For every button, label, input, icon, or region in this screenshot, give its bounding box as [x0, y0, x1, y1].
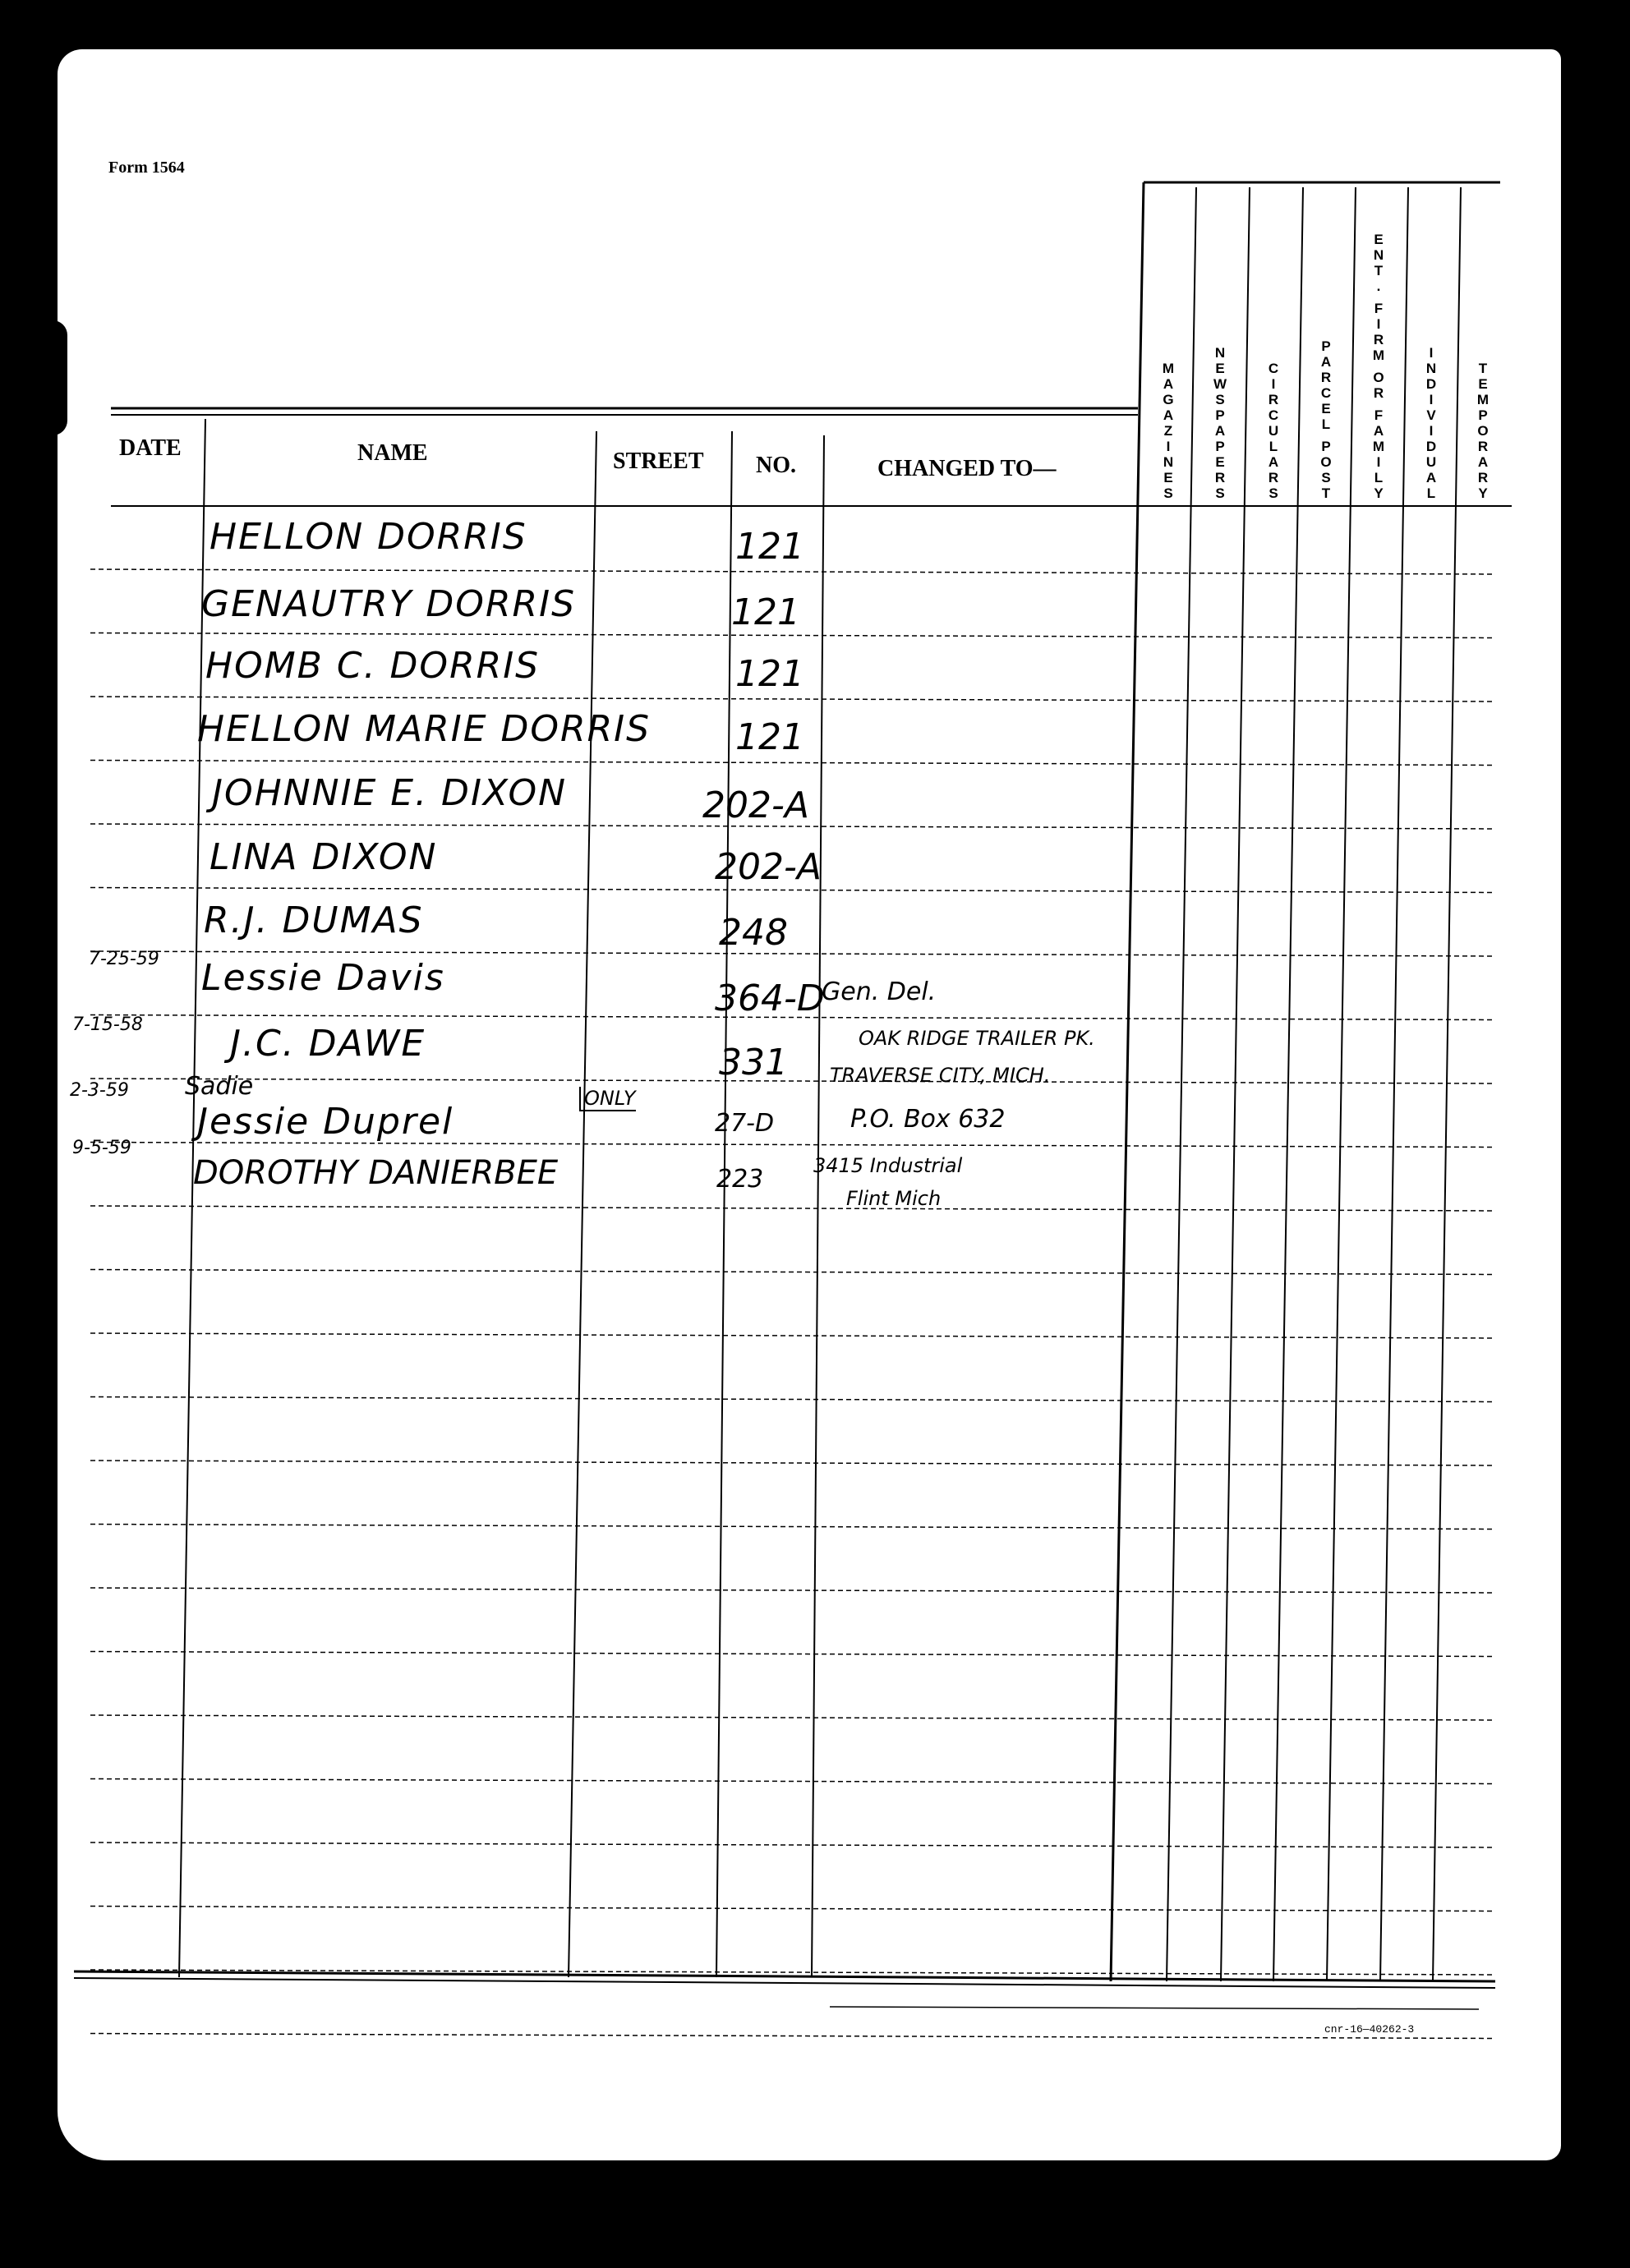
entry-name: LINA DIXON — [210, 836, 438, 878]
header-number: NO. — [756, 453, 796, 478]
entry-number: 202-A — [715, 846, 822, 888]
entry-number: 121 — [735, 653, 804, 695]
entry-name: JOHNNIE E. DIXON — [212, 772, 568, 814]
header-ent-firm-or-family: E N T . F I R M O R F A M I L Y — [1372, 232, 1385, 501]
header-temporary: T E M P O R A R Y — [1476, 361, 1490, 501]
header-newspapers: N E W S P A P E R S — [1213, 345, 1227, 501]
entry-changed-to: Gen. Del. — [822, 978, 937, 1006]
entry-number: 223 — [716, 1165, 764, 1194]
entry-number: 202-A — [702, 784, 809, 826]
entry-date: 7-25-59 — [89, 949, 159, 969]
header-date: DATE — [119, 435, 182, 461]
entry-changed-to-line2: Flint Mich — [846, 1187, 942, 1210]
entry-date: 9-5-59 — [72, 1138, 131, 1158]
entry-changed-to: 3415 Industrial — [813, 1154, 963, 1177]
header-changed-to: CHANGED TO— — [877, 456, 1057, 481]
form-number: Form 1564 — [108, 159, 185, 177]
entry-name: GENAUTRY DORRIS — [201, 583, 576, 625]
entry-name: HELLON DORRIS — [210, 516, 527, 558]
entry-date: 7-15-58 — [72, 1014, 143, 1035]
entry-number: 27-D — [715, 1109, 775, 1138]
footer-code: cnr-16—40262-3 — [1324, 2023, 1415, 2036]
header-individual: I N D I V I D U A L — [1425, 345, 1437, 501]
entry-changed-to: P.O. Box 632 — [850, 1105, 1006, 1134]
entry-number: 364-D — [715, 978, 825, 1019]
entry-changed-to: OAK RIDGE TRAILER PK. — [859, 1027, 1095, 1050]
entry-number: 121 — [735, 526, 804, 568]
header-name: NAME — [357, 440, 428, 466]
header-parcel-post: P A R C E L P O S T — [1320, 338, 1332, 501]
entry-name: Jessie Duprel — [197, 1101, 454, 1143]
header-circulars: C I R C U L A R S — [1268, 361, 1279, 501]
entry-number: 248 — [719, 912, 788, 954]
entry-changed-to-line2: TRAVERSE CITY, MICH. — [830, 1064, 1051, 1087]
header-street: STREET — [613, 449, 704, 474]
entry-name-prefix: Sadie — [185, 1072, 254, 1101]
entry-number: 121 — [731, 591, 800, 633]
entry-name: DOROTHY DANIERBEE — [193, 1154, 559, 1192]
entry-street: ONLY — [579, 1087, 636, 1111]
entry-number: 331 — [719, 1042, 788, 1083]
entry-name: Lessie Davis — [201, 957, 445, 999]
entry-name: R.J. DUMAS — [204, 899, 424, 941]
entry-name: HOMB C. DORRIS — [205, 645, 541, 687]
entry-number: 121 — [735, 716, 804, 758]
entry-name: J.C. DAWE — [230, 1023, 426, 1065]
entry-date: 2-3-59 — [70, 1080, 129, 1101]
header-magazines: M A G A Z I N E S — [1162, 361, 1175, 501]
entry-name: HELLON MARIE DORRIS — [197, 708, 652, 750]
